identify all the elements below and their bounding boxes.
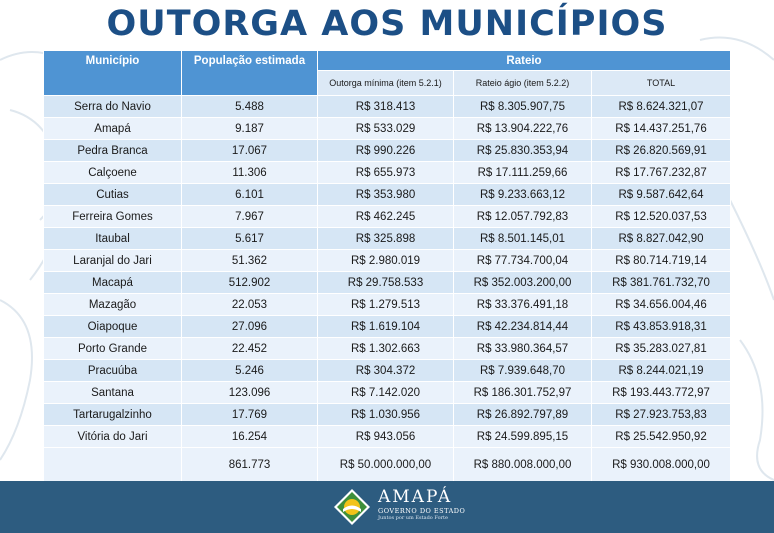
cell-populacao: 5.488 [182,96,318,118]
cell-populacao: 5.617 [182,228,318,250]
cell-populacao: 17.769 [182,404,318,426]
cell-total: R$ 8.244.021,19 [592,360,731,382]
cell-total: R$ 26.820.569,91 [592,140,731,162]
cell-total: R$ 12.520.037,53 [592,206,731,228]
table-row [44,184,731,206]
total-total: R$ 930.008.000,00 [592,448,731,482]
header-populacao: População estimada [182,51,318,96]
cell-populacao: 9.187 [182,118,318,140]
amapa-emblem-icon [333,488,371,526]
table-row [44,96,731,118]
cell-agio: R$ 33.980.364,57 [454,338,592,360]
cell-agio: R$ 8.501.145,01 [454,228,592,250]
cell-total: R$ 9.587.642,64 [592,184,731,206]
cell-populacao: 6.101 [182,184,318,206]
cell-municipio: Oiapoque [44,316,182,338]
logo-tagline: Juntos por um Estado Forte [378,515,448,521]
cell-municipio: Santana [44,382,182,404]
cell-populacao: 11.306 [182,162,318,184]
cell-agio: R$ 9.233.663,12 [454,184,592,206]
table-row [44,206,731,228]
header-municipio: Município [44,51,182,96]
cell-municipio: Macapá [44,272,182,294]
cell-agio: R$ 7.939.648,70 [454,360,592,382]
cell-municipio: Pedra Branca [44,140,182,162]
outorga-table [43,50,731,482]
header-outorga-minima: Outorga mínima (item 5.2.1) [318,71,454,96]
cell-total: R$ 14.437.251,76 [592,118,731,140]
total-municipio [44,448,182,482]
cell-outorga: R$ 325.898 [318,228,454,250]
cell-agio: R$ 26.892.797,89 [454,404,592,426]
cell-populacao: 123.096 [182,382,318,404]
cell-agio: R$ 186.301.752,97 [454,382,592,404]
table-row [44,338,731,360]
cell-populacao: 22.053 [182,294,318,316]
cell-outorga: R$ 304.372 [318,360,454,382]
amapa-logo-text [378,487,465,522]
cell-total: R$ 80.714.719,14 [592,250,731,272]
cell-outorga: R$ 1.302.663 [318,338,454,360]
cell-municipio: Serra do Navio [44,96,182,118]
cell-total: R$ 8.827.042,90 [592,228,731,250]
cell-outorga: R$ 7.142.020 [318,382,454,404]
cell-total: R$ 193.443.772,97 [592,382,731,404]
cell-populacao: 17.067 [182,140,318,162]
table-row [44,360,731,382]
cell-municipio: Tartarugalzinho [44,404,182,426]
totals-row [44,448,731,482]
header-total: TOTAL [592,71,731,96]
cell-total: R$ 35.283.027,81 [592,338,731,360]
cell-total: R$ 43.853.918,31 [592,316,731,338]
table-row [44,382,731,404]
header-rateio-agio: Rateio ágio (item 5.2.2) [454,71,592,96]
table-row [44,162,731,184]
cell-outorga: R$ 318.413 [318,96,454,118]
cell-municipio: Calçoene [44,162,182,184]
cell-populacao: 512.902 [182,272,318,294]
cell-outorga: R$ 353.980 [318,184,454,206]
page-title: OUTORGA AOS MUNICÍPIOS [106,4,668,44]
cell-agio: R$ 17.111.259,66 [454,162,592,184]
logo-subtitle: GOVERNO DO ESTADO [378,507,466,515]
cell-agio: R$ 12.057.792,83 [454,206,592,228]
table-row [44,426,731,448]
cell-municipio: Itaubal [44,228,182,250]
cell-outorga: R$ 533.029 [318,118,454,140]
cell-total: R$ 27.923.753,83 [592,404,731,426]
cell-outorga: R$ 462.245 [318,206,454,228]
table-row [44,250,731,272]
table-row [44,316,731,338]
cell-agio: R$ 42.234.814,44 [454,316,592,338]
cell-agio: R$ 352.003.200,00 [454,272,592,294]
cell-agio: R$ 24.599.895,15 [454,426,592,448]
cell-total: R$ 17.767.232,87 [592,162,731,184]
cell-agio: R$ 13.904.222,76 [454,118,592,140]
cell-total: R$ 34.656.004,46 [592,294,731,316]
table-row [44,228,731,250]
header-rateio: Rateio [318,51,731,71]
cell-outorga: R$ 990.226 [318,140,454,162]
cell-populacao: 51.362 [182,250,318,272]
cell-populacao: 5.246 [182,360,318,382]
cell-municipio: Mazagão [44,294,182,316]
cell-municipio: Ferreira Gomes [44,206,182,228]
cell-municipio: Pracuúba [44,360,182,382]
cell-populacao: 27.096 [182,316,318,338]
table-row [44,294,731,316]
cell-municipio: Porto Grande [44,338,182,360]
cell-populacao: 22.452 [182,338,318,360]
cell-agio: R$ 77.734.700,04 [454,250,592,272]
cell-outorga: R$ 1.279.513 [318,294,454,316]
cell-outorga: R$ 1.619.104 [318,316,454,338]
cell-outorga: R$ 943.056 [318,426,454,448]
table-body [44,96,731,482]
cell-outorga: R$ 1.030.956 [318,404,454,426]
total-agio: R$ 880.008.000,00 [454,448,592,482]
cell-agio: R$ 33.376.491,18 [454,294,592,316]
cell-municipio: Laranjal do Jari [44,250,182,272]
cell-outorga: R$ 2.980.019 [318,250,454,272]
cell-municipio: Amapá [44,118,182,140]
cell-agio: R$ 25.830.353,94 [454,140,592,162]
table-row [44,140,731,162]
cell-populacao: 16.254 [182,426,318,448]
cell-total: R$ 381.761.732,70 [592,272,731,294]
logo-name: AMAPÁ [378,487,453,507]
table-row [44,118,731,140]
cell-total: R$ 25.542.950,92 [592,426,731,448]
cell-agio: R$ 8.305.907,75 [454,96,592,118]
table-row [44,404,731,426]
cell-total: R$ 8.624.321,07 [592,96,731,118]
total-populacao: 861.773 [182,448,318,482]
cell-outorga: R$ 29.758.533 [318,272,454,294]
table-row [44,272,731,294]
cell-outorga: R$ 655.973 [318,162,454,184]
cell-municipio: Vitória do Jari [44,426,182,448]
total-outorga: R$ 50.000.000,00 [318,448,454,482]
cell-populacao: 7.967 [182,206,318,228]
cell-municipio: Cutias [44,184,182,206]
